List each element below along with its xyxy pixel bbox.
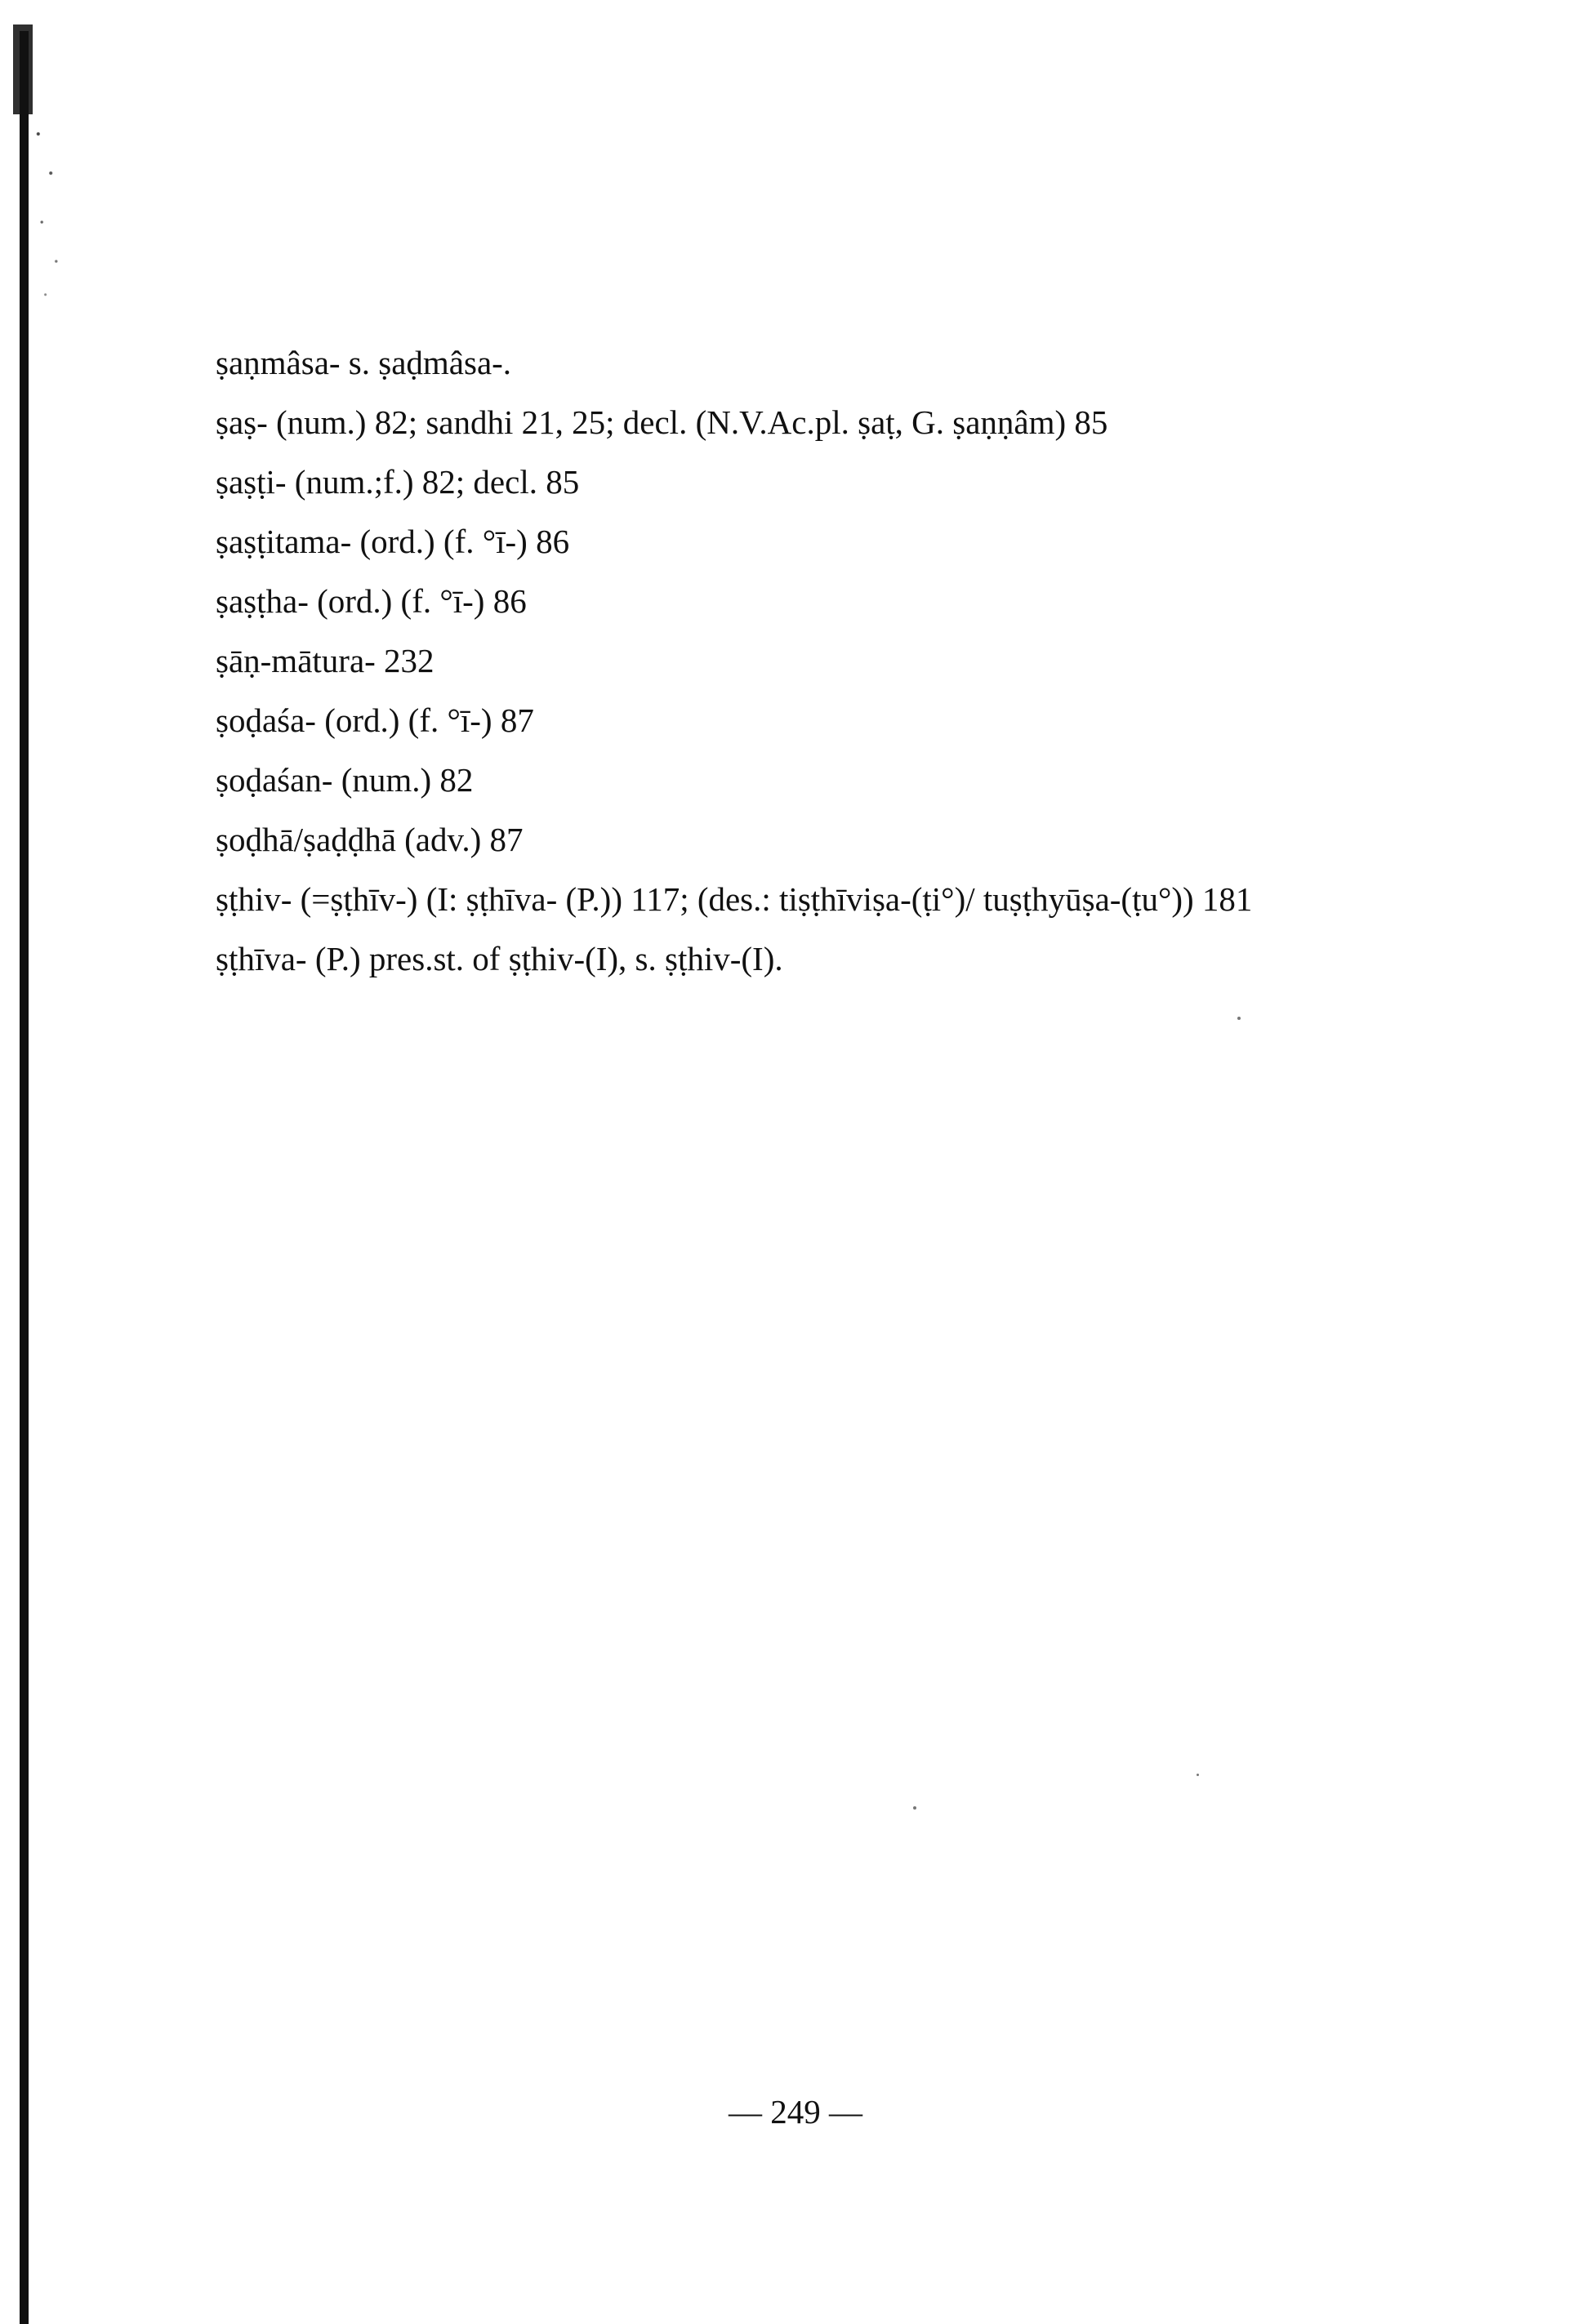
scan-dust-dot: [913, 1806, 916, 1810]
index-entry: ṣoḍaśa- (ord.) (f. °ī-) 87: [216, 701, 534, 739]
index-entry: ṣaṣṭha- (ord.) (f. °ī-) 86: [216, 582, 527, 620]
index-entry: ṣṭhīva- (P.) pres.st. of ṣṭhiv-(I), s. ṣṭhiv-(I).: [216, 940, 783, 977]
index-entry: ṣaṇmâsa- s. ṣaḍmâsa-.: [216, 344, 512, 381]
index-entry: ṣoḍhā/ṣaḍḍhā (adv.) 87: [216, 821, 524, 858]
index-entry: ṣṭhiv- (=ṣṭhīv-) (I: ṣṭhīva- (P.)) 117; (des.: tiṣṭhīviṣa-(ṭi°)/ tuṣṭhyūṣa-(ṭu°)) 181: [216, 880, 1253, 918]
index-entry-list: [216, 333, 1359, 989]
index-entry: ṣaṣ- (num.) 82; sandhi 21, 25; decl. (N.V.Ac.pl. ṣaṭ, G. ṣaṇṇâm) 85: [216, 403, 1108, 441]
scan-dust-dot: [1197, 1774, 1199, 1776]
scan-dust-dot: [1237, 1017, 1241, 1020]
page-number: — 249 —: [729, 2093, 862, 2130]
index-entry: ṣaṣṭi- (num.;f.) 82; decl. 85: [216, 463, 580, 501]
index-entry: ṣoḍaśan- (num.) 82: [216, 761, 474, 799]
index-entry: ṣaṣṭitama- (ord.) (f. °ī-) 86: [216, 523, 570, 560]
scan-specks: [31, 114, 67, 310]
binding-edge: [20, 31, 29, 2324]
index-entry: ṣāṇ-mātura- 232: [216, 642, 435, 679]
